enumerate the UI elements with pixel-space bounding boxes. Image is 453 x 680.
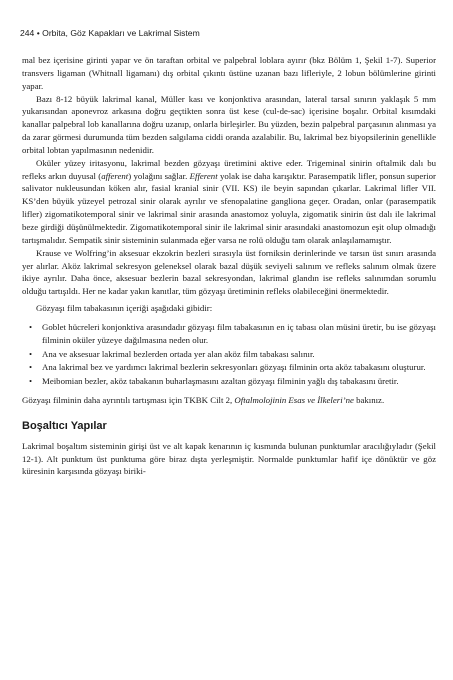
italic-book-title: Oftalmolojinin Esas ve İlkeleri’ne — [234, 395, 354, 406]
text-run: bakınız. — [353, 395, 385, 406]
list-item: • Goblet hücreleri konjonktiva arasındadır gözyaşı film tabakasının en iç tabası olan müsini üretir, bu ise gözyaşı filminin oküler yüzeye dağılmasına neden olur. — [42, 321, 436, 347]
list-item: • Ana lakrimal bez ve yardımcı lakrimal bezlerin sekresyonları gözyaşı filminin orta aköz tabakasını oluşturur. — [42, 361, 436, 374]
paragraph-lacrimal-ducts: Bazı 8-12 büyük lakrimal kanal, Müller kası ve konjonktiva arasından, lateral tarsal sınırın yaklaşık 5 mm yukarısından aponevroz arkasına doğru geçtikten sonra üst kese (cul-de-sac) içerisine boşalır. Orbital kısımdaki kanallar palpebral lob kanallarına doğru uzanıp, onlarla birleşirler. Bu yüzden, bezin palpebral parçasının alınması ya da zarar görmesi durumunda tüm bezden salgılama ciddi oranda azalabilir. Bu, lakrimal bez biyopsilerinin genellikle orbital lobtan yapılmasının nedenidir. — [22, 93, 436, 155]
text-run: Gözyaşı filminin daha ayrıntılı tartışması için TKBK Cilt 2, — [22, 395, 235, 406]
paragraph-tear-film-intro: Gözyaşı film tabakasının içeriği aşağıdaki gibidir: — [36, 303, 213, 314]
text-run: yolak ise daha karışıktır. Parasempatik lifler, ponsun superior salivator nukleusundan köken alır, fasial kranial sinir (VII. KS) ile beyin sapından çıkarlar. Lakrimal lifler VII. KS’den büyük yüzeyel petrozal sinir olarak ayrılır ve sfenopalatine gangliona geçer. Oradan, onlar (parasempatik lifler) zigomatikotemporal sinir ve lakrimal sinir arasında anastomoz yoluyla, zigomatik sinirin üst dalı ile lakrimal beze girdiği düşünülmektedir. Zigomatikotemporal sinir ile lakrimal sinir arasındaki anastomozun eşit olup olmadığı tartışmalıdır. Sempatik sinir sisteminin sulanmada eğer varsa ne rolü olduğu tam olarak anlaşılamamıştır. — [22, 170, 436, 245]
paragraph-continuation: mal bez içerisine girinti yapar ve ön taraftan orbital ve palpebral loblara ayırır (bkz Bölüm 1, Şekil 1-7). Superior transvers ligaman (Whitnall ligamanı) dış orbital çıkıntı üstüne uzanan bazı lifleriyle, 2 lobun bölümlerine girinti yapar. — [22, 55, 436, 91]
list-item: • Meibomian bezler, aköz tabakanın buharlaşmasını azaltan gözyaşı filminin yağlı dış tabakasını üretir. — [42, 375, 436, 388]
paragraph-innervation — [22, 157, 436, 247]
page-number: 244 — [20, 28, 35, 38]
tear-film-list — [22, 321, 436, 388]
paragraph-accessory-glands: Krause ve Wolfring’in aksesuar ekzokrin bezleri sırasıyla üst forniksin derinlerinde ve tarsın üst sınırı arasında yer alırlar. Aköz lakrimal sekresyon geleneksel olarak bazal düşük seviyeli salınım ve refleks salınım olmak üzere ikiye ayrılır. Daha önce, aksesuar bezlerin bazal sekresyondan, lakrimal glandın ise refleks salınımdan sorumlu olduğu tartışıldı. Her ne kadar yakın kanıtlar, tüm gözyaşı üretiminin refleks olabileceğini önermektedir. — [22, 247, 436, 297]
running-header — [20, 28, 440, 38]
body-text — [22, 54, 436, 478]
list-item: • Ana ve aksesuar lakrimal bezlerden ortada yer alan aköz film tabakası salınır. — [42, 348, 436, 361]
italic-term: afferent — [101, 170, 129, 181]
section-heading: Boşaltıcı Yapılar — [22, 419, 107, 432]
text-run: ) yolağını sağlar. — [128, 170, 190, 181]
header-separator: • — [36, 28, 40, 38]
paragraph-drainage: Lakrimal boşaltım sisteminin girişi üst ve alt kapak kenarının iç kısmında bulunan punktumlar aracılığıyladır (Şekil 12-1). Alt punktum üst punktuma göre biraz dışta yerleşmiştir. Normalde punktumlar hafif içe dönüktür ve göz küresinin karşısında gözyaşı biriki- — [22, 440, 436, 477]
text-run: Oküler yüzey iritasyonu, lakrimal bezden gözyaşı üretimini aktive eder. Trigeminal sinirin oftalmik dalı bu refleks arkın duyusal ( — [22, 157, 436, 181]
paragraph-reference — [22, 394, 436, 407]
italic-term: Efferent — [189, 170, 218, 181]
chapter-title: Orbita, Göz Kapakları ve Lakrimal Sistem — [42, 28, 200, 38]
